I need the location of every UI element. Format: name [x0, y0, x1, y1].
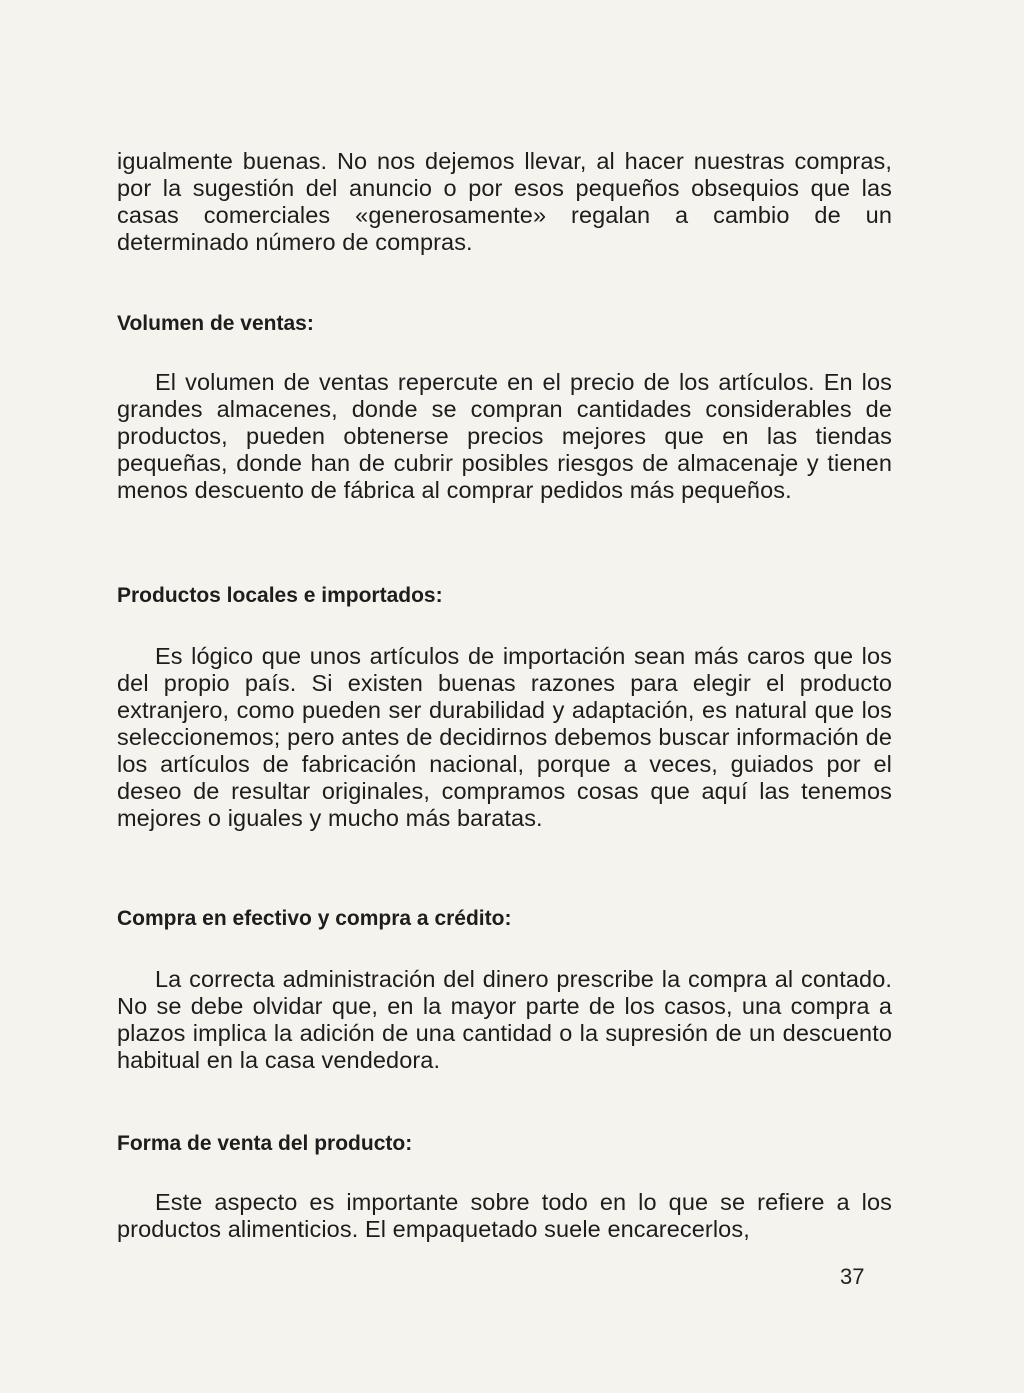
section-heading-volumen-de-ventas: Volumen de ventas: — [117, 312, 314, 335]
section-body-volumen-de-ventas: El volumen de ventas repercute en el precio de los artículos. En los grandes almacenes, donde se compran cantidades considerables de productos, pueden obtenerse precios mejores que en las tiendas pequeñas, donde han de cubrir posibles riesgos de almacenaje y tienen menos descuento de fábrica al comprar pedidos más pequeños. — [117, 369, 892, 503]
section-body-productos-locales: Es lógico que unos artículos de importación sean más caros que los del propio país. Si existen buenas razones para elegir el producto extranjero, como pueden ser durabilidad y adaptación, es natural que los seleccionemos; pero antes de decidirnos debemos buscar información de los artículos de fabricación nacional, porque a veces, guiados por el deseo de resultar originales, compramos cosas que aquí las tenemos mejores o iguales y mucho más baratas. — [117, 643, 892, 831]
page-number: 37 — [840, 1264, 865, 1289]
section-heading-forma-de-venta: Forma de venta del producto: — [117, 1132, 413, 1155]
section-heading-compra-efectivo-credito: Compra en efectivo y compra a crédito: — [117, 907, 512, 930]
section-body-forma-de-venta: Este aspecto es importante sobre todo en lo que se refiere a los productos alimenticios. El empaquetado suele encarecerlos, — [117, 1189, 892, 1242]
section-body-compra-efectivo-credito: La correcta administración del dinero prescribe la compra al contado. No se debe olvidar que, en la mayor parte de los casos, una compra a plazos implica la adición de una cantidad o la supresión de un descuento habitual en la casa vendedora. — [117, 966, 892, 1073]
intro-paragraph: igualmente buenas. No nos dejemos llevar, al hacer nuestras compras, por la sugestión del anuncio o por esos pequeños obsequios que las casas comerciales «generosamente» regalan a cambio de un determinado número de compras. — [117, 148, 892, 255]
section-heading-productos-locales: Productos locales e importados: — [117, 584, 443, 607]
